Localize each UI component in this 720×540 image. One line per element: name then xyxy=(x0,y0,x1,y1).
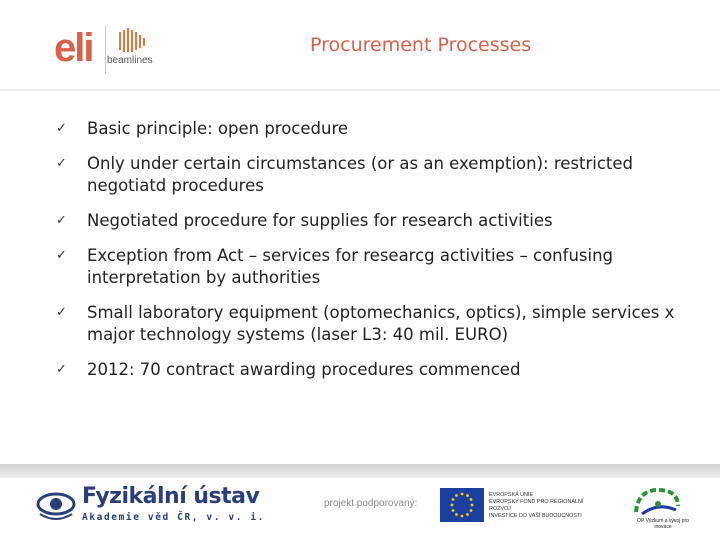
beamlines-logo-text: beamlines xyxy=(107,55,153,66)
eu-text-line: EVROPSKÁ UNIE xyxy=(489,492,534,498)
logo-divider xyxy=(105,26,106,74)
list-item xyxy=(56,210,696,232)
header-divider xyxy=(0,89,720,91)
op-vvi-text: OP Výzkum a vývoj pro inovace xyxy=(637,518,689,530)
list-item xyxy=(56,302,696,346)
checkmark-icon: ✓ xyxy=(56,248,67,263)
checkmark-icon: ✓ xyxy=(56,213,67,228)
eu-text-line: INVESTICE DO VAŠÍ BUDOUCNOSTI xyxy=(489,513,582,519)
bullet-text: Small laboratory equipment (optomechanics, optics), simple services x major technology systems (laser L3: 40 mil. EURO) xyxy=(87,303,675,344)
footer-divider xyxy=(0,464,720,478)
checkmark-icon: ✓ xyxy=(56,121,67,136)
institute-name: Fyzikální ústav xyxy=(82,484,260,509)
list-item xyxy=(56,118,696,140)
eu-fund-text xyxy=(489,492,604,520)
op-vvi-logo-icon xyxy=(628,484,686,518)
bullet-text: 2012: 70 contract awarding procedures commenced xyxy=(87,360,521,379)
checkmark-icon: ✓ xyxy=(56,362,67,377)
list-item xyxy=(56,359,696,381)
eu-flag-icon xyxy=(440,488,484,522)
list-item xyxy=(56,245,696,289)
eu-text-line: EVROPSKÝ FOND PRO REGIONÁLNÍ ROZVOJ xyxy=(489,499,584,512)
eli-logo: eli xyxy=(54,26,93,70)
bullet-text: Only under certain circumstances (or as an exemption): restricted negotiatd procedures xyxy=(87,154,634,195)
bullet-text: Exception from Act – services for researcg activities – confusing interpretation by authorities xyxy=(87,246,614,287)
page-title: Procurement Processes xyxy=(310,34,532,56)
checkmark-icon: ✓ xyxy=(56,305,67,320)
bullet-list xyxy=(56,118,696,394)
bullet-text: Basic principle: open procedure xyxy=(87,119,349,138)
institute-subtitle: Akademie věd ČR, v. v. i. xyxy=(82,512,265,523)
slide-footer xyxy=(0,478,720,540)
slide-header xyxy=(0,0,720,92)
checkmark-icon: ✓ xyxy=(56,156,67,171)
bullet-text: Negotiated procedure for supplies for research activities xyxy=(87,211,553,230)
list-item xyxy=(56,153,696,197)
institute-logo-icon xyxy=(36,484,76,524)
project-label: projekt podporovaný: xyxy=(324,498,418,509)
